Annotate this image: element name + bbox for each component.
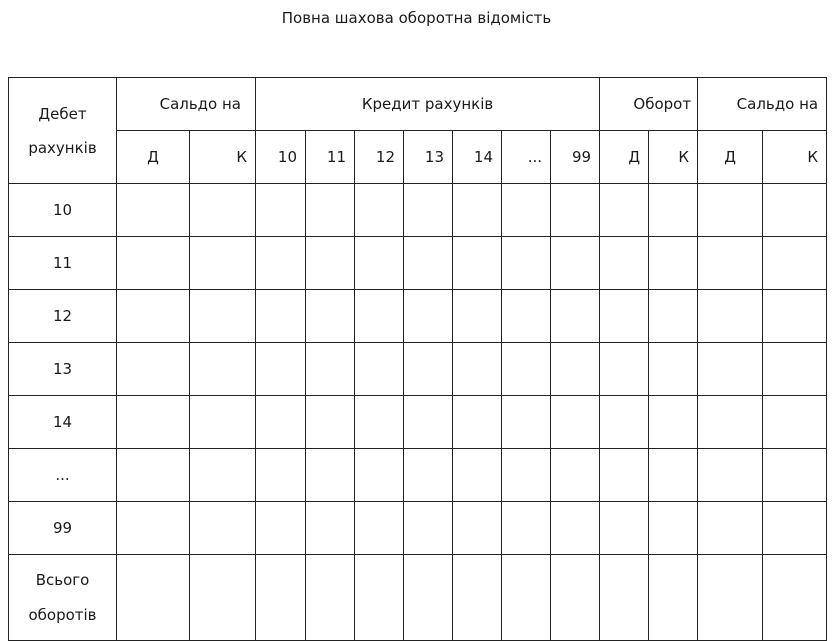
table-cell: [117, 396, 190, 449]
table-cell: [600, 184, 649, 237]
total-label-line1: Всього: [35, 570, 90, 589]
table-cell: [600, 237, 649, 290]
subheader-row: [9, 131, 827, 184]
table-cell: [763, 502, 827, 555]
table-cell: [306, 290, 355, 343]
debit-account-label: 10: [9, 184, 117, 237]
table-cell: [190, 290, 256, 343]
table-cell: [453, 396, 502, 449]
table-cell: [306, 396, 355, 449]
table-row: [9, 449, 827, 502]
debit-header-line2: рахунків: [28, 138, 97, 157]
saldo-start-debit: Д: [117, 131, 190, 184]
table-cell: [502, 502, 551, 555]
debit-account-label: 11: [9, 237, 117, 290]
saldo-end-credit: К: [763, 131, 827, 184]
table-cell: [763, 290, 827, 343]
table-cell: [306, 343, 355, 396]
table-cell: [551, 290, 600, 343]
debit-account-label: 13: [9, 343, 117, 396]
table-cell: [649, 290, 698, 343]
credit-col-header: 12: [355, 131, 404, 184]
table-cell: [453, 237, 502, 290]
table-cell: [551, 396, 600, 449]
table-row: [9, 502, 827, 555]
debit-account-label: ...: [9, 449, 117, 502]
table-cell: [190, 184, 256, 237]
table-cell: [698, 343, 763, 396]
table-cell: [763, 237, 827, 290]
table-cell: [306, 502, 355, 555]
table-cell: [698, 290, 763, 343]
table-cell: [551, 449, 600, 502]
table-cell: [600, 449, 649, 502]
table-cell: [551, 343, 600, 396]
table-cell: [404, 449, 453, 502]
table-cell: [355, 396, 404, 449]
header-row: [9, 78, 827, 131]
table-cell: [355, 502, 404, 555]
table-cell: [190, 343, 256, 396]
page-title: Повна шахова оборотна відомість: [281, 9, 552, 27]
table-cell: [453, 502, 502, 555]
turnover-sheet-table: [8, 77, 827, 641]
table-row: [9, 290, 827, 343]
total-label-line2: оборотів: [28, 605, 97, 624]
table-cell: [502, 343, 551, 396]
table-cell: [453, 343, 502, 396]
saldo-start-header: Сальдо на: [117, 78, 256, 131]
table-cell: [698, 555, 763, 641]
table-cell: [502, 184, 551, 237]
credit-col-header: 13: [404, 131, 453, 184]
table-cell: [256, 502, 306, 555]
table-row: [9, 343, 827, 396]
table-cell: [190, 502, 256, 555]
debit-header-line1: Дебет: [38, 104, 87, 123]
table-row: [9, 237, 827, 290]
table-cell: [502, 396, 551, 449]
table-cell: [453, 184, 502, 237]
table-cell: [404, 502, 453, 555]
table-cell: [256, 555, 306, 641]
table-cell: [355, 555, 404, 641]
saldo-start-credit: К: [190, 131, 256, 184]
total-turnover-label: [9, 555, 117, 641]
table-cell: [190, 555, 256, 641]
turnover-debit: Д: [600, 131, 649, 184]
table-cell: [649, 502, 698, 555]
table-cell: [355, 449, 404, 502]
table-cell: [404, 555, 453, 641]
credit-accounts-header: Кредит рахунків: [256, 78, 600, 131]
table-cell: [551, 184, 600, 237]
table-cell: [256, 396, 306, 449]
table-cell: [649, 396, 698, 449]
table-cell: [256, 343, 306, 396]
table-cell: [190, 449, 256, 502]
table-cell: [698, 184, 763, 237]
table-cell: [763, 555, 827, 641]
table-cell: [256, 290, 306, 343]
table-cell: [190, 396, 256, 449]
table-cell: [117, 343, 190, 396]
table-cell: [551, 237, 600, 290]
table-cell: [502, 237, 551, 290]
credit-col-header: ...: [502, 131, 551, 184]
table-cell: [502, 290, 551, 343]
table-cell: [763, 396, 827, 449]
table-cell: [306, 449, 355, 502]
credit-col-header: 11: [306, 131, 355, 184]
table-cell: [698, 396, 763, 449]
table-cell: [453, 290, 502, 343]
table-cell: [117, 555, 190, 641]
table-cell: [551, 502, 600, 555]
table-cell: [600, 396, 649, 449]
debit-account-label: 99: [9, 502, 117, 555]
table-cell: [502, 449, 551, 502]
table-cell: [306, 555, 355, 641]
table-cell: [355, 343, 404, 396]
credit-col-header: 14: [453, 131, 502, 184]
table-cell: [404, 237, 453, 290]
table-cell: [649, 343, 698, 396]
table-row: [9, 396, 827, 449]
table-cell: [600, 502, 649, 555]
debit-accounts-header: [9, 78, 117, 184]
table-cell: [600, 555, 649, 641]
table-cell: [355, 237, 404, 290]
table-cell: [698, 502, 763, 555]
table-cell: [306, 237, 355, 290]
table-cell: [649, 449, 698, 502]
table-cell: [453, 449, 502, 502]
table-cell: [256, 237, 306, 290]
table-row: [9, 184, 827, 237]
table-cell: [502, 555, 551, 641]
credit-col-header: 10: [256, 131, 306, 184]
table-cell: [117, 184, 190, 237]
total-row: [9, 555, 827, 641]
table-cell: [404, 290, 453, 343]
table-cell: [453, 555, 502, 641]
table-cell: [649, 184, 698, 237]
table-cell: [117, 449, 190, 502]
debit-account-label: 12: [9, 290, 117, 343]
table-cell: [256, 184, 306, 237]
table-cell: [404, 343, 453, 396]
table-cell: [600, 343, 649, 396]
turnover-credit: К: [649, 131, 698, 184]
table-cell: [649, 555, 698, 641]
table-cell: [404, 184, 453, 237]
table-cell: [117, 237, 190, 290]
table-cell: [256, 449, 306, 502]
table-cell: [306, 184, 355, 237]
saldo-end-debit: Д: [698, 131, 763, 184]
turnover-header: Оборот: [600, 78, 698, 131]
table-cell: [649, 237, 698, 290]
table-cell: [763, 449, 827, 502]
table-cell: [117, 502, 190, 555]
table-cell: [551, 555, 600, 641]
table-cell: [355, 184, 404, 237]
saldo-end-header: Сальдо на: [698, 78, 827, 131]
table-cell: [763, 184, 827, 237]
table-cell: [763, 343, 827, 396]
table-cell: [698, 237, 763, 290]
table-cell: [117, 290, 190, 343]
table-cell: [190, 237, 256, 290]
debit-account-label: 14: [9, 396, 117, 449]
table-cell: [698, 449, 763, 502]
table-cell: [404, 396, 453, 449]
table-cell: [600, 290, 649, 343]
table-cell: [355, 290, 404, 343]
credit-col-header: 99: [551, 131, 600, 184]
